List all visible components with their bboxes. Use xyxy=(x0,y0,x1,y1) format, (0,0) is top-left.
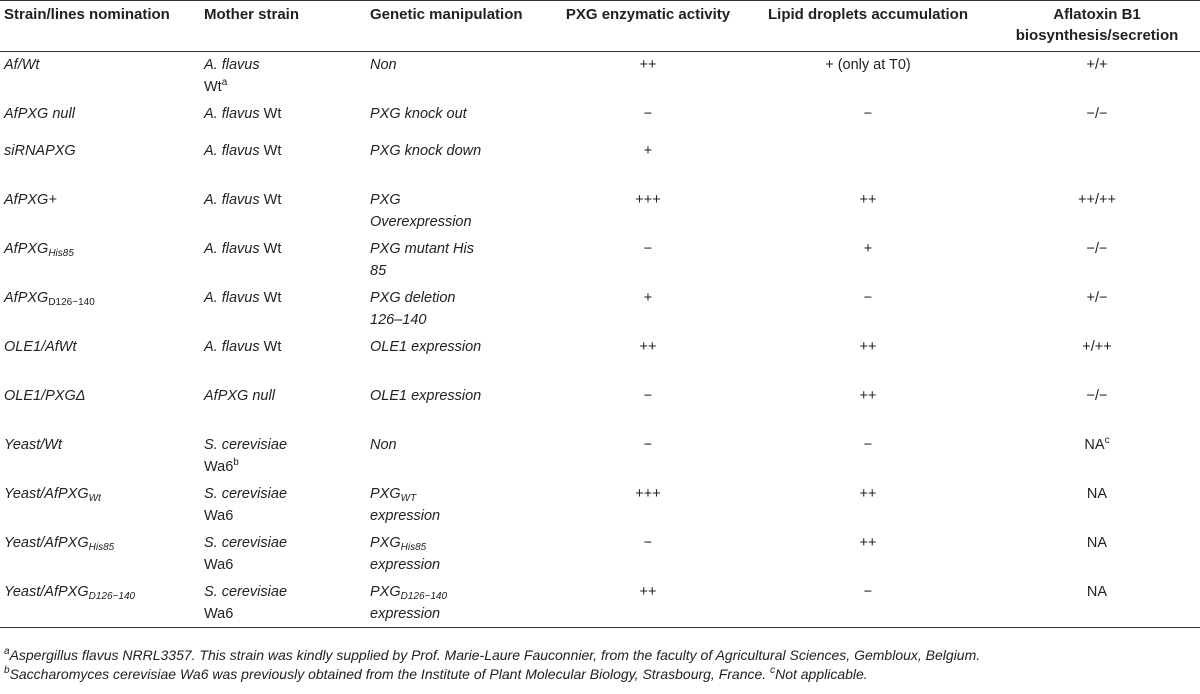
cell-pxg: − xyxy=(643,387,653,404)
cell-strain: siRNAPXG xyxy=(4,142,76,159)
cell-aflatoxin: NA xyxy=(1086,485,1108,502)
cell-mother: S. cerevisiae Wa6 xyxy=(204,534,288,573)
cell-pxg: +++ xyxy=(635,191,661,208)
table-header xyxy=(0,1,1200,52)
cell-manipulation: Non xyxy=(370,57,397,73)
footnote-a: $^a$Aspergillus flavus NRRL3357. This strain was kindly supplied by Prof. Marie-Laure Fauconnier, from the faculty of Agricultural Sciences, Gembloux, Belgium. xyxy=(4,646,981,663)
cell-mother: A. flavus Wt xyxy=(204,240,282,257)
cell-lipid: ++ xyxy=(859,387,877,404)
table-row xyxy=(0,432,1200,481)
header-mother: Mother strain xyxy=(200,1,366,52)
cell-aflatoxin: ++/++ xyxy=(1078,191,1116,208)
cell-strain: Yeast/AfPXG$_{Wt}$ xyxy=(4,485,101,504)
header-manipulation: Genetic manipulation xyxy=(366,1,556,52)
table-row xyxy=(0,52,1200,101)
cell-lipid: + (only at T0) xyxy=(825,57,911,73)
cell-strain: Yeast/AfPXG$_{D126-140}$ xyxy=(0,579,200,628)
cell-pxg: + xyxy=(643,142,653,159)
cell-manipulation: OLE1 expression xyxy=(370,387,482,404)
cell-mother: A. flavus Wt xyxy=(204,142,282,159)
table-row xyxy=(0,187,1200,236)
cell-pxg: ++ xyxy=(639,338,657,355)
cell-strain: AfPXG$_{His85}$ xyxy=(4,240,74,259)
cell-mother: S. cerevisiae Wa6$^b$ xyxy=(204,436,288,475)
cell-lipid: − xyxy=(863,105,873,122)
cell-manipulation: PXG mutant His 85 xyxy=(370,240,474,279)
table-row xyxy=(0,101,1200,138)
cell-pxg: − xyxy=(643,534,653,551)
cell-manipulation: $PXG_{His85}$ expression xyxy=(370,534,441,573)
cell-strain: OLE1/AfWt xyxy=(4,338,77,355)
table-row xyxy=(0,285,1200,334)
cell-aflatoxin: +/++ xyxy=(1082,338,1112,355)
cell-lipid: + xyxy=(863,240,873,257)
cell-strain: AfPXG null xyxy=(4,105,75,122)
cell-lipid: − xyxy=(863,289,873,306)
cell-pxg: − xyxy=(643,240,653,257)
cell-strain: OLE1/PXGΔ xyxy=(4,387,86,404)
table-body xyxy=(0,52,1200,628)
cell-manipulation: Non xyxy=(370,436,397,453)
cell-manipulation: PXG Overexpression xyxy=(370,191,472,230)
footnote-b-c: $^b$Saccharomyces cerevisiae Wa6 was previously obtained from the Institute of Plant Molecular Biology, Strasbourg, France. $^c$Not applicable. xyxy=(4,665,868,682)
cell-strain: Yeast/Wt xyxy=(4,436,63,453)
cell-lipid: ++ xyxy=(859,534,877,551)
cell-strain: AfPXG$_{D126-140}$ xyxy=(4,289,95,308)
cell-mother: A. flavus Wt xyxy=(204,105,282,122)
cell-pxg: ++ xyxy=(556,579,742,628)
table-row xyxy=(0,383,1200,432)
cell-pxg: +++ xyxy=(635,485,661,502)
cell-pxg: + xyxy=(643,289,653,306)
cell-aflatoxin xyxy=(996,138,1200,187)
cell-lipid: ++ xyxy=(859,191,877,208)
header-lipid: Lipid droplets accumulation xyxy=(742,1,996,52)
cell-pxg: − xyxy=(643,436,653,453)
cell-manipulation: $PXG_{WT}$ expression xyxy=(370,485,441,524)
cell-mother: A. flavus Wt xyxy=(204,289,282,306)
cell-aflatoxin: +/+ xyxy=(1086,57,1108,73)
header-aflatoxin: Aflatoxin B1 biosynthesis/secretion xyxy=(996,1,1200,52)
cell-strain: Yeast/AfPXG$_{His85}$ xyxy=(4,534,115,553)
cell-aflatoxin: −/− xyxy=(1086,240,1108,257)
cell-strain: AfPXG+ xyxy=(4,191,57,208)
cell-mother: A. flavus Wt xyxy=(204,338,282,355)
cell-mother: A. flavus Wt$^a$ xyxy=(204,57,260,95)
cell-pxg: − xyxy=(643,105,653,122)
table-row xyxy=(0,138,1200,187)
cell-aflatoxin: −/− xyxy=(1086,105,1108,122)
table-row xyxy=(0,236,1200,285)
cell-lipid: ++ xyxy=(859,338,877,355)
cell-pxg: ++ xyxy=(639,57,657,73)
cell-manipulation: $PXG_{D126-140}$ expression xyxy=(366,579,556,628)
cell-mother: A. flavus Wt xyxy=(204,191,282,208)
cell-manipulation: PXG knock down xyxy=(370,142,482,159)
table-row xyxy=(0,530,1200,579)
cell-manipulation: PXG deletion 126–140 xyxy=(370,289,456,328)
cell-mother: S. cerevisiae Wa6 xyxy=(200,579,366,628)
cell-aflatoxin: +/− xyxy=(1086,289,1108,306)
table-row xyxy=(0,579,1200,628)
cell-aflatoxin: −/− xyxy=(1086,387,1108,404)
table-row xyxy=(0,334,1200,383)
cell-lipid: − xyxy=(742,579,996,628)
header-pxg: PXG enzymatic activity xyxy=(556,1,742,52)
cell-aflatoxin: NA xyxy=(996,579,1200,628)
cell-strain: Af/Wt xyxy=(4,57,40,73)
cell-mother: S. cerevisiae Wa6 xyxy=(204,485,288,524)
header-strain: Strain/lines nomination xyxy=(0,1,200,52)
cell-aflatoxin: NA xyxy=(1086,534,1108,551)
table-row xyxy=(0,481,1200,530)
cell-lipid: − xyxy=(863,436,873,453)
cell-lipid xyxy=(742,138,996,187)
cell-manipulation: OLE1 expression xyxy=(370,338,482,355)
cell-aflatoxin: $NA^c$ xyxy=(1084,434,1110,453)
cell-lipid: ++ xyxy=(859,485,877,502)
cell-manipulation: PXG knock out xyxy=(370,105,467,122)
cell-mother: AfPXG null xyxy=(204,387,275,404)
